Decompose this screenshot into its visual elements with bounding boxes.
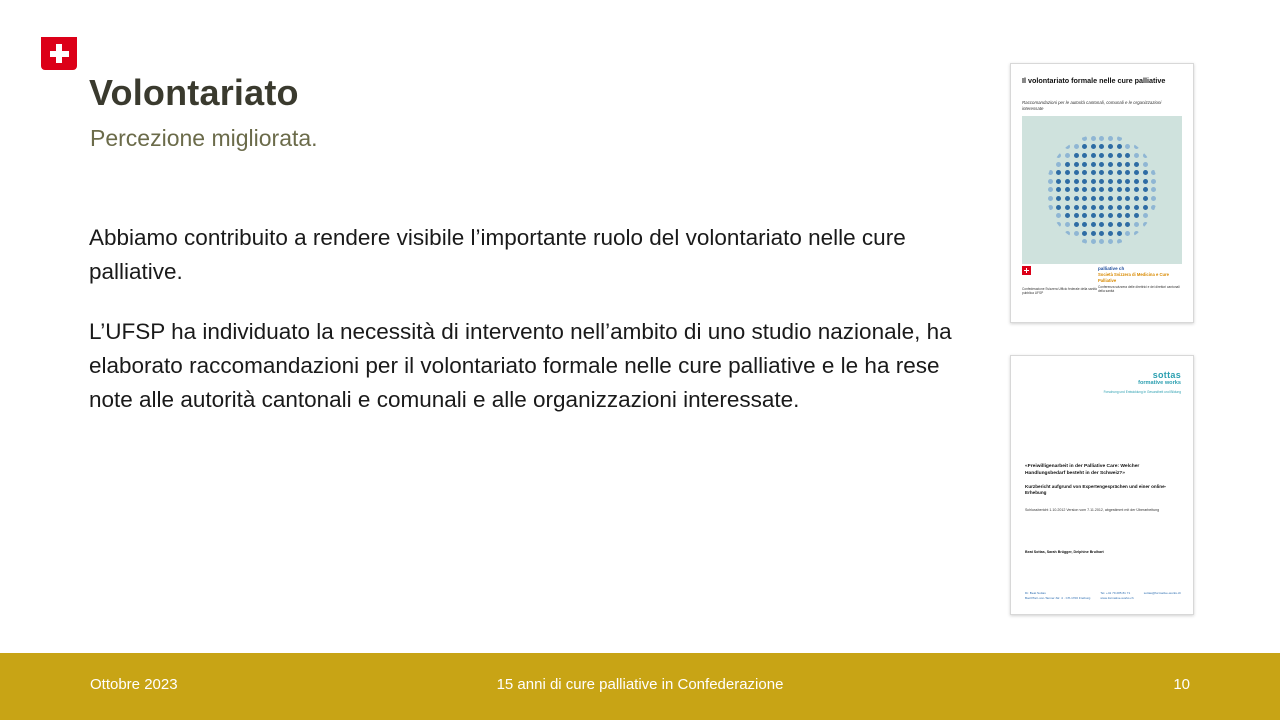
thumbnail-2-contact-phone: Tel. +41 79 285 81 71 — [1100, 591, 1131, 596]
footer-page-number: 10 — [1173, 676, 1190, 693]
thumbnail-1-logo-1: palliative ch — [1098, 266, 1125, 271]
thumbnail-1-footer-right-text: Conferenza svizzera delle direttrici e dei direttori cantonali della sanità — [1098, 285, 1180, 294]
thumbnail-2-authors: Beat Sottas, Sarah Brügger, Delphine Brulhart — [1025, 550, 1104, 554]
thumbnail-2-brand-sub: formative works — [1138, 380, 1181, 386]
swiss-cross-icon — [41, 37, 77, 70]
thumbnail-1-subtitle: Raccomandazioni per le autorità cantonali, comunali e le organizzazioni interessate — [1022, 100, 1162, 111]
thumbnail-2-contact-address: Bad Pfarr-von-Tanner-Str. 4 · CH-1700 Freiburg — [1025, 595, 1091, 600]
paragraph-2: L’UFSP ha individuato la necessità di intervento nell’ambito di uno studio nazionale, ha elaborato raccomandazioni per il volontariato formale nelle cure palliative e le ha rese note alle autorità cantonali e comunali e alle organizzazioni interessate. — [89, 319, 952, 412]
swiss-cross-icon-small — [1022, 266, 1031, 275]
thumbnail-1-cover-image — [1022, 116, 1182, 264]
document-thumbnail-report[interactable] — [1010, 355, 1194, 615]
swiss-cross-logo — [41, 37, 77, 73]
thumbnail-1-footer-left-text: Confederazione Svizzera Ufficio federale della sanità pubblica UFSP — [1022, 287, 1097, 296]
page-title: Volontariato — [89, 72, 299, 113]
dot-circle-graphic — [1046, 134, 1158, 246]
thumbnail-2-contact-name: Dr. Beat Sottas — [1025, 591, 1046, 596]
document-thumbnail-recommendations[interactable] — [1010, 63, 1194, 323]
thumbnail-2-contact-email: sottas@formative-works.ch — [1143, 591, 1182, 596]
slide-footer — [0, 653, 1280, 720]
thumbnail-2-brand-name: sottas — [1152, 370, 1181, 380]
thumbnail-2-brand — [1104, 370, 1181, 394]
footer-date: Ottobre 2023 — [90, 676, 178, 693]
thumbnail-1-footer-right — [1098, 266, 1182, 294]
thumbnail-1-footer — [1022, 266, 1182, 310]
thumbnail-1-logo-2: Società Svizzera di Medicina e Cure Palliative — [1098, 272, 1169, 283]
thumbnail-2-contact — [1025, 591, 1183, 600]
thumbnail-2-brand-tagline: Forschung und Entwicklung in Gesundheit und Bildung — [1103, 389, 1181, 394]
thumbnail-1-footer-left — [1022, 266, 1102, 295]
thumbnail-2-subheading: Kurzbericht aufgrund von Expertengesprächen und einer online-Erhebung — [1025, 484, 1167, 496]
body-text — [89, 221, 969, 417]
paragraph-1: Abbiamo contribuito a rendere visibile l’importante ruolo del volontariato nelle cure palliative. — [89, 225, 906, 284]
thumbnail-2-heading: «Freiwilligenarbeit in der Palliative Care: Welcher Handlungsbedarf besteht in der Schweiz?» — [1025, 464, 1140, 476]
thumbnail-1-title: Il volontariato formale nelle cure palliative — [1022, 76, 1166, 85]
thumbnail-2-meta: Schlussbericht 1.10.2012 Version vom 7.11.2012, abgestimmt mit der Überarbeitung — [1025, 508, 1160, 512]
page-subtitle: Percezione migliorata. — [90, 125, 318, 151]
footer-title: 15 anni di cure palliative in Confederazione — [496, 676, 784, 693]
thumbnail-2-contact-web: www.formative-works.ch — [1100, 595, 1134, 600]
